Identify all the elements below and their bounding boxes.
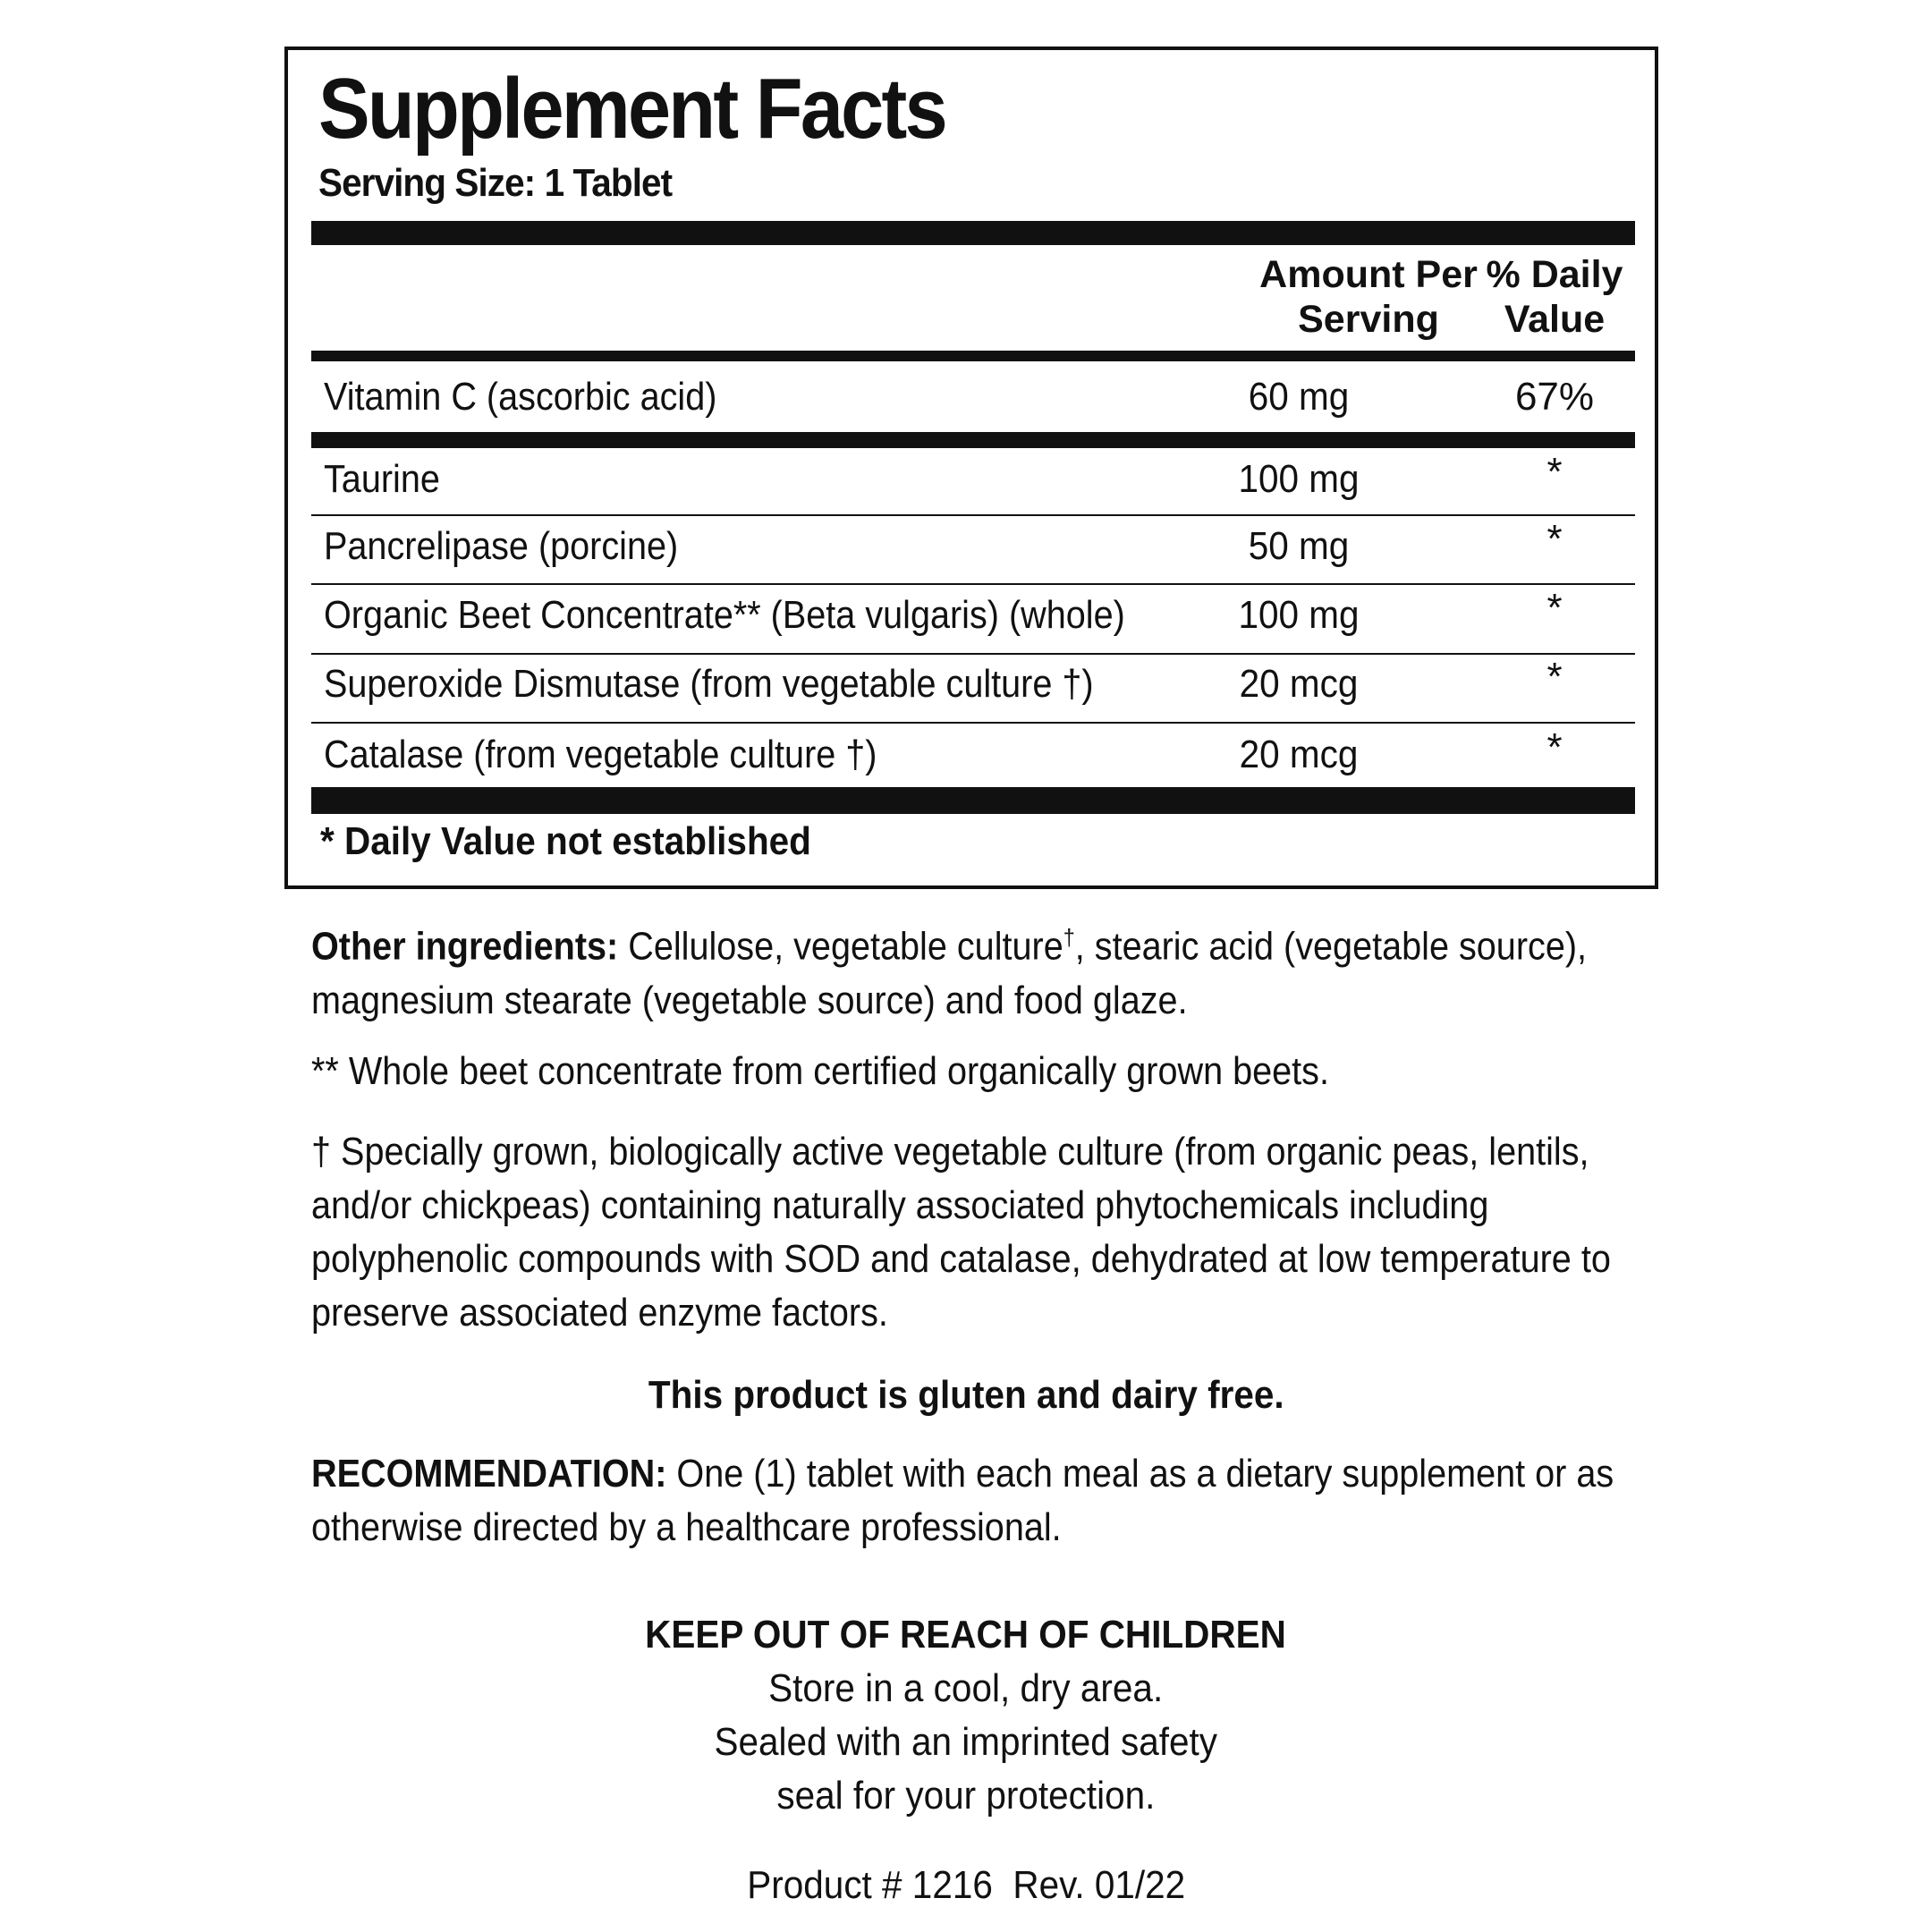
nutrient-amount: 100 mg (1238, 593, 1360, 637)
nutrient-daily-value: * (1546, 655, 1563, 699)
nutrient-amount: 100 mg (1238, 457, 1360, 501)
nutrient-amount: 60 mg (1248, 375, 1350, 419)
amount-per-serving-header: Amount Per Serving (1259, 253, 1478, 341)
nutrient-daily-value: * (1546, 450, 1563, 494)
thick-divider (311, 221, 1635, 245)
warning-title: KEEP OUT OF REACH OF CHILDREN (645, 1613, 1287, 1657)
row-divider (311, 722, 1635, 724)
seal-line-1: Sealed with an imprinted safety (714, 1720, 1218, 1764)
nutrient-name: Organic Beet Concentrate** (Beta vulgaris) (whole) (324, 593, 1125, 637)
daily-value-header: % Daily Value (1486, 253, 1623, 341)
row-divider (311, 583, 1635, 585)
nutrient-name: Catalase (from vegetable culture †) (324, 733, 877, 776)
nutrient-name: Taurine (324, 457, 440, 501)
product-code: Product # 1216 Rev. 01/22 (747, 1863, 1185, 1907)
row-divider (311, 514, 1635, 516)
storage-line: Store in a cool, dry area. (768, 1666, 1164, 1710)
nutrient-daily-value: * (1546, 517, 1563, 561)
seal-line-2: seal for your protection. (776, 1774, 1156, 1818)
thick-divider (311, 787, 1635, 814)
nutrient-name: Pancrelipase (porcine) (324, 524, 679, 568)
nutrient-amount: 50 mg (1248, 524, 1350, 568)
supplement-facts-panel (284, 47, 1658, 889)
panel-title: Supplement Facts (318, 61, 945, 157)
beet-note: ** Whole beet concentrate from certified organically grown beets. (311, 1049, 1329, 1093)
culture-note: † Specially grown, biologically active vegetable culture (from organic peas, lentils, and/or chickpeas) containing naturally associated phytochemicals including polyphenolic compounds with SOD and catalase, dehydrated at low temperature to preserve associated enzyme factors. (311, 1130, 1611, 1335)
daily-value-footnote: * Daily Value not established (320, 819, 811, 863)
gluten-free-statement: This product is gluten and dairy free. (648, 1373, 1284, 1417)
nutrient-daily-value: * (1546, 725, 1563, 769)
nutrient-daily-value: * (1546, 586, 1563, 630)
nutrient-name: Vitamin C (ascorbic acid) (324, 375, 717, 419)
serving-size: Serving Size: 1 Tablet (318, 161, 673, 205)
thick-divider (311, 432, 1635, 448)
nutrient-name: Superoxide Dismutase (from vegetable culture †) (324, 662, 1094, 706)
nutrient-amount: 20 mcg (1239, 662, 1359, 706)
row-divider (311, 653, 1635, 655)
nutrient-amount: 20 mcg (1239, 733, 1359, 776)
recommendation: RECOMMENDATION: One (1) tablet with each meal as a dietary supplement or as otherwise directed by a healthcare professional. (311, 1452, 1614, 1549)
header-divider (311, 351, 1635, 361)
nutrient-daily-value: 67% (1514, 375, 1595, 419)
other-ingredients: Other ingredients: Cellulose, vegetable culture†, stearic acid (vegetable source), magnesium stearate (vegetable source) and food glaze. (311, 924, 1588, 1022)
